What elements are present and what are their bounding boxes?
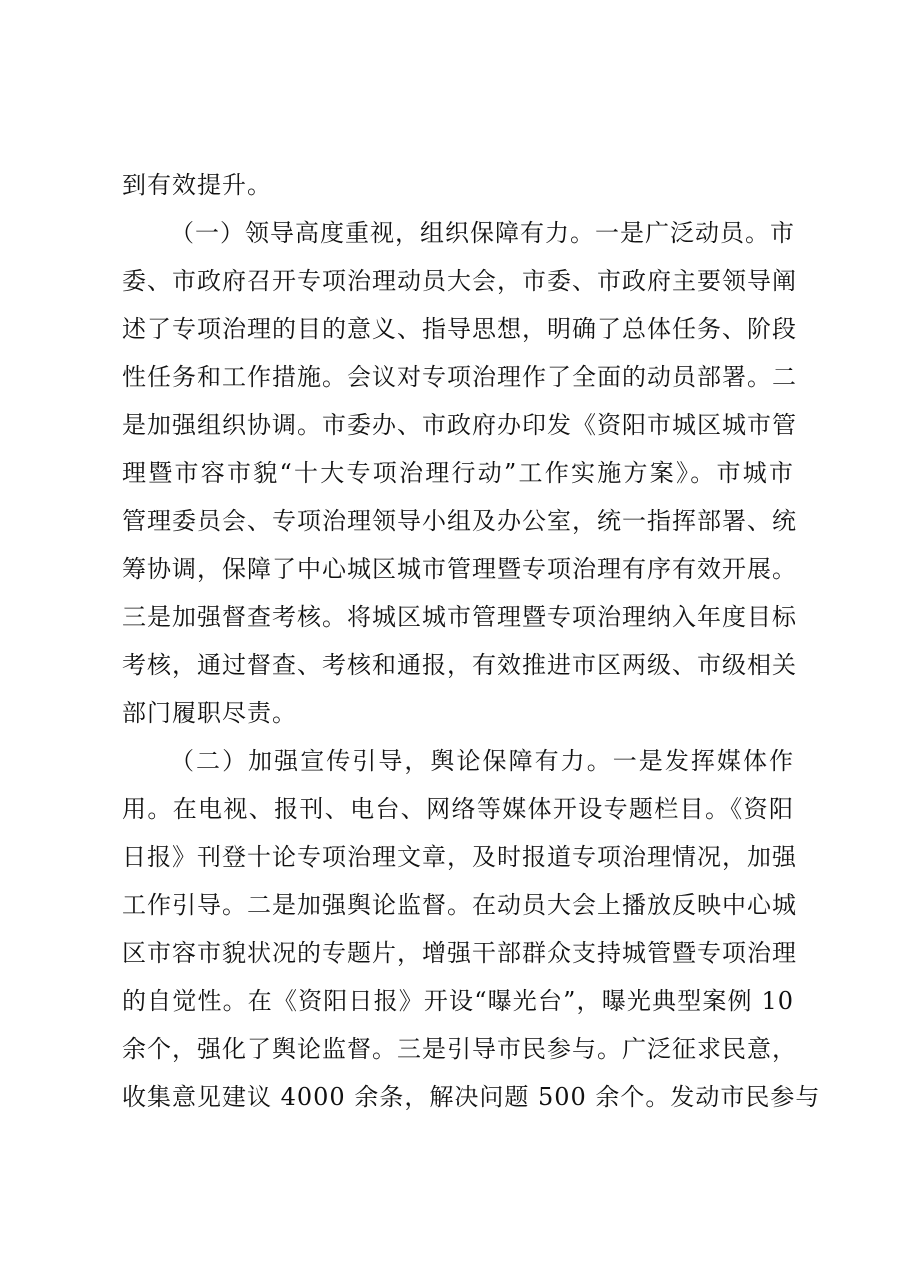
text-line: 管理委员会、专项治理领导小组及办公室，统一指挥部署、统	[122, 507, 797, 535]
text-line: 的自觉性。在《资阳日报》开设“曝光台”，曝光典型案例 10	[122, 987, 794, 1015]
text-line: 是加强组织协调。市委办、市政府办印发《资阳市城区城市管	[122, 411, 797, 439]
text-line: 考核，通过督查、考核和通报，有效推进市区两级、市级相关	[122, 651, 797, 679]
text-line: 性任务和工作措施。会议对专项治理作了全面的动员部署。二	[122, 363, 797, 391]
text-line: 工作引导。二是加强舆论监督。在动员大会上播放反映中心城	[122, 891, 797, 919]
text-line: 日报》刊登十论专项治理文章，及时报道专项治理情况，加强	[122, 843, 797, 871]
text-line: 用。在电视、报刊、电台、网络等媒体开设专题栏目。《资阳	[122, 795, 794, 823]
text-line: 部门履职尽责。	[122, 699, 297, 727]
text-line: 收集意见建议 4000 余条，解决问题 500 余个。发动市民参与	[122, 1083, 821, 1111]
text-line: 理暨市容市貌“十大专项治理行动”工作实施方案》。市城市	[122, 459, 794, 487]
text-line: 三是加强督查考核。将城区城市管理暨专项治理纳入年度目标	[122, 603, 797, 631]
text-line: 委、市政府召开专项治理动员大会，市委、市政府主要领导阐	[122, 267, 797, 295]
text-line: 筹协调，保障了中心城区城市管理暨专项治理有序有效开展。	[122, 555, 797, 583]
text-line: 区市容市貌状况的专题片，增强干部群众支持城管暨专项治理	[122, 939, 797, 967]
section-heading-line: （一）领导高度重视，组织保障有力。一是广泛动员。市	[170, 219, 795, 247]
text-line: 余个，强化了舆论监督。三是引导市民参与。广泛征求民意，	[122, 1035, 797, 1063]
text-line: 述了专项治理的目的意义、指导思想，明确了总体任务、阶段	[122, 315, 797, 343]
text-line: 到有效提升。	[122, 171, 272, 199]
section-heading-line: （二）加强宣传引导，舆论保障有力。一是发挥媒体作	[170, 747, 794, 775]
